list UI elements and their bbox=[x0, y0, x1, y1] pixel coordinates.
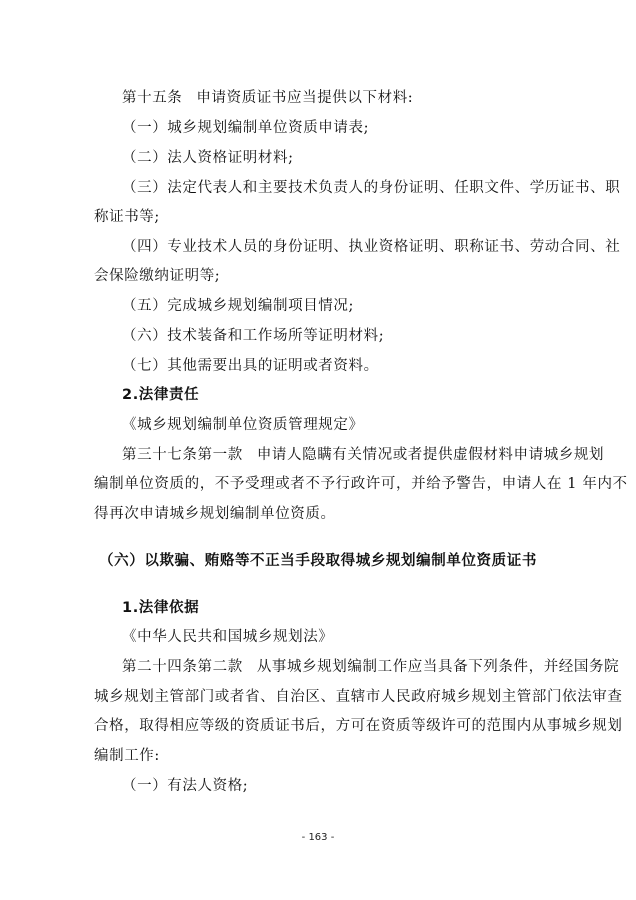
article-24-line-1 bbox=[122, 657, 620, 677]
item-3-line-2: 称证书等; bbox=[94, 209, 160, 225]
item-7: （七）其他需要出具的证明或者资料。 bbox=[122, 358, 379, 374]
item-1: （一）城乡规划编制单位资质申请表; bbox=[122, 120, 370, 136]
article-24-line-3: 合格，取得相应等级的资质证书后，方可在资质等级许可的范围内从事城乡规划 bbox=[94, 718, 623, 734]
article-37-line-3: 得再次申请城乡规划编制单位资质。 bbox=[94, 506, 336, 522]
article-15-title: 第十五条 bbox=[122, 90, 183, 106]
legal-liability-heading: 2.法律责任 bbox=[122, 387, 200, 403]
item-2: （二）法人资格证明材料; bbox=[122, 150, 294, 166]
item-6: （六）技术装备和工作场所等证明材料; bbox=[122, 328, 385, 344]
article-15-paragraph bbox=[122, 88, 572, 108]
item-5: （五）完成城乡规划编制项目情况; bbox=[122, 298, 354, 314]
section-6-heading: （六）以欺骗、贿赂等不正当手段取得城乡规划编制单位资质证书 bbox=[99, 553, 537, 569]
law-title: 《中华人民共和国城乡规划法》 bbox=[122, 629, 334, 645]
page-number: - 163 - bbox=[301, 832, 335, 843]
legal-basis-heading: 1.法律依据 bbox=[122, 600, 200, 616]
article-24-item-1: （一）有法人资格; bbox=[122, 778, 249, 794]
article-24-line-4: 编制工作: bbox=[94, 748, 160, 764]
regulation-title: 《城乡规划编制单位资质管理规定》 bbox=[122, 417, 364, 433]
article-24-line-2: 城乡规划主管部门或者省、自治区、直辖市人民政府城乡规划主管部门依法审查 bbox=[94, 689, 623, 705]
article-37-line-1 bbox=[122, 445, 605, 465]
article-24-text: 从事城乡规划编制工作应当具备下列条件，并经国务院 bbox=[256, 659, 620, 675]
article-24-title: 第二十四条第二款 bbox=[122, 659, 243, 675]
item-4-line-1: （四）专业技术人员的身份证明、执业资格证明、职称证书、劳动合同、社 bbox=[122, 239, 621, 255]
item-4-line-2: 会保险缴纳证明等; bbox=[94, 268, 221, 284]
article-37-text: 申请人隐瞒有关情况或者提供虚假材料申请城乡规划 bbox=[256, 447, 605, 463]
article-37-title: 第三十七条第一款 bbox=[122, 447, 243, 463]
article-15-text: 申请资质证书应当提供以下材料: bbox=[196, 90, 414, 106]
article-37-line-2: 编制单位资质的，不予受理或者不予行政许可，并给予警告，申请人在 1 年内不 bbox=[94, 476, 628, 492]
item-3-line-1: （三）法定代表人和主要技术负责人的身份证明、任职文件、学历证书、职 bbox=[122, 180, 621, 196]
